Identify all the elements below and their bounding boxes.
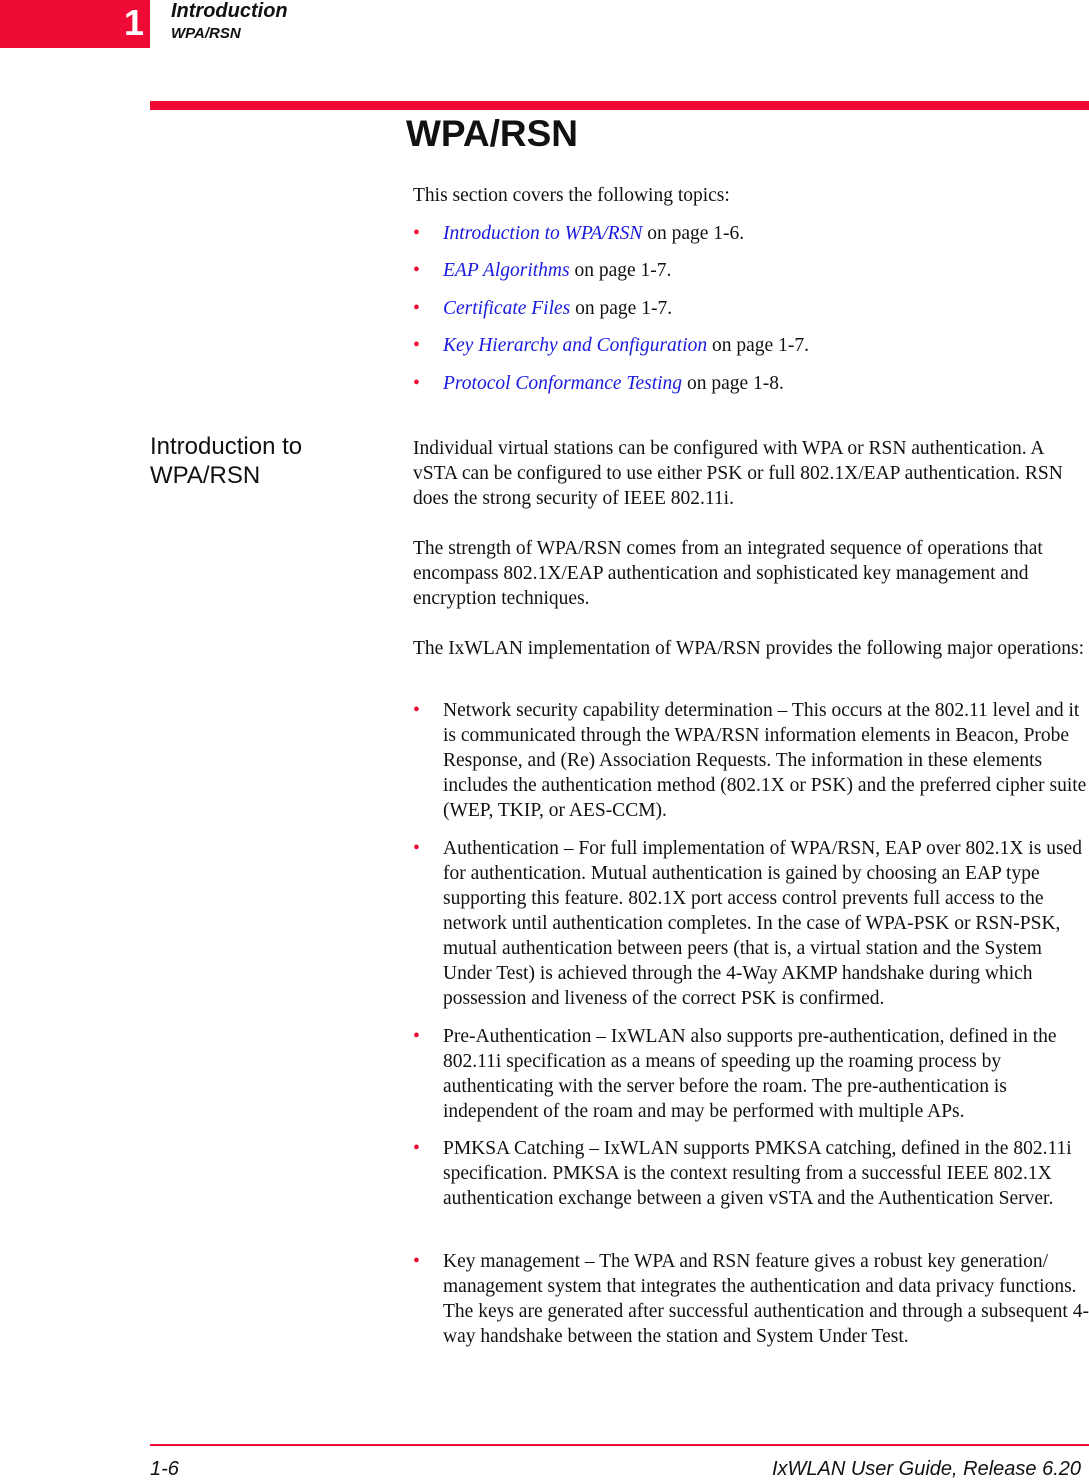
topic-page-ref: on page 1-6. xyxy=(642,223,745,244)
guide-title: IxWLAN User Guide, Release 6.20 xyxy=(771,1458,1081,1480)
topic-item xyxy=(413,221,1089,246)
bullet-icon: • xyxy=(413,298,420,319)
running-header-section: WPA/RSN xyxy=(171,25,241,42)
topic-link[interactable]: Protocol Conformance Testing xyxy=(443,373,683,394)
bullet-icon: • xyxy=(413,700,420,721)
bullet-icon: • xyxy=(413,838,420,859)
bullet-icon: • xyxy=(413,373,420,394)
topic-page-ref: on page 1-7. xyxy=(707,335,809,356)
topic-link[interactable]: Certificate Files xyxy=(443,298,571,319)
paragraph: The strength of WPA/RSN comes from an integrated sequence of operations that encompass 802.1X/EAP authentication and sophisticated key management and encryption techniques. xyxy=(413,538,1043,609)
title-rule xyxy=(150,101,1089,110)
bullet-icon: • xyxy=(413,223,420,244)
topic-page-ref: on page 1-8. xyxy=(682,373,784,394)
chapter-number: 1 xyxy=(123,2,144,43)
bullet-icon: • xyxy=(413,1026,420,1047)
bullet-text: Key management – The WPA and RSN feature gives a robust key generation/ management system that integrates the authentication and data privacy functions. The keys are generated after successful authentication and through a subsequent 4-way handshake between the station and System Under Test. xyxy=(443,1251,1089,1347)
bullet-icon: • xyxy=(413,1138,420,1159)
page-number: 1-6 xyxy=(150,1458,179,1480)
topic-page-ref: on page 1-7. xyxy=(569,260,672,281)
bullet-icon: • xyxy=(413,1251,420,1272)
bullet-item xyxy=(413,836,1089,1011)
bullet-text: PMKSA Catching – IxWLAN supports PMKSA catching, defined in the 802.11i specification. PMKSA is the context resulting from a successful IEEE 802.1X authentication exchange between a given vSTA and the Authentication Server. xyxy=(443,1138,1072,1209)
bullet-item xyxy=(413,698,1089,823)
bullet-text: Pre-Authentication – IxWLAN also supports pre-authentication, defined in the 802.11i specification as a means of speeding up the roaming process by authenticating with the server before the roam. The pre-authentication is independent of the roam and may be performed with multiple APs. xyxy=(443,1026,1057,1122)
bullet-icon: • xyxy=(413,260,420,281)
topic-link[interactable]: EAP Algorithms xyxy=(443,260,570,281)
bullet-item xyxy=(413,1136,1089,1211)
bullet-text: Network security capability determination – This occurs at the 802.11 level and it is communicated through the WPA/RSN information elements in Beacon, Probe Response, and (Re) Association Requests. The information in these elements includes the authentication method (802.1X or PSK) and the preferred cipher suite (WEP, TKIP, or AES-CCM). xyxy=(443,700,1087,821)
topic-page-ref: on page 1-7. xyxy=(570,298,673,319)
paragraph: The IxWLAN implementation of WPA/RSN provides the following major operations: xyxy=(413,638,1085,659)
page-title: WPA/RSN xyxy=(406,113,578,154)
section-heading: Introduction to WPA/RSN xyxy=(150,433,303,489)
topic-item xyxy=(413,333,1089,358)
bullet-item xyxy=(413,1249,1089,1349)
topic-item xyxy=(413,371,1089,396)
intro-text: This section covers the following topics: xyxy=(413,185,730,206)
topic-link[interactable]: Introduction to WPA/RSN xyxy=(443,223,643,244)
topic-item xyxy=(413,296,1089,321)
topic-item xyxy=(413,258,1089,283)
topic-link[interactable]: Key Hierarchy and Configuration xyxy=(443,335,708,356)
chapter-tab xyxy=(0,0,150,48)
running-header-chapter: Introduction xyxy=(171,0,288,22)
paragraph: Individual virtual stations can be configured with WPA or RSN authentication. A vSTA can be configured to use either PSK or full 802.1X/EAP authentication. RSN does the strong security of IEEE 802.11i. xyxy=(413,438,1063,509)
bullet-icon: • xyxy=(413,335,420,356)
bullet-text: Authentication – For full implementation of WPA/RSN, EAP over 802.1X is used for authentication. Mutual authentication is gained by choosing an EAP type supporting this feature. 802.1X port access control prevents full access to the network until authentication completes. In the case of WPA-PSK or RSN-PSK, mutual authentication between peers (that is, a virtual station and the System Under Test) is achieved through the 4-Way AKMP handshake during which possession and liveness of the correct PSK is confirmed. xyxy=(443,838,1082,1009)
footer-rule xyxy=(150,1444,1089,1446)
bullet-item xyxy=(413,1024,1089,1124)
